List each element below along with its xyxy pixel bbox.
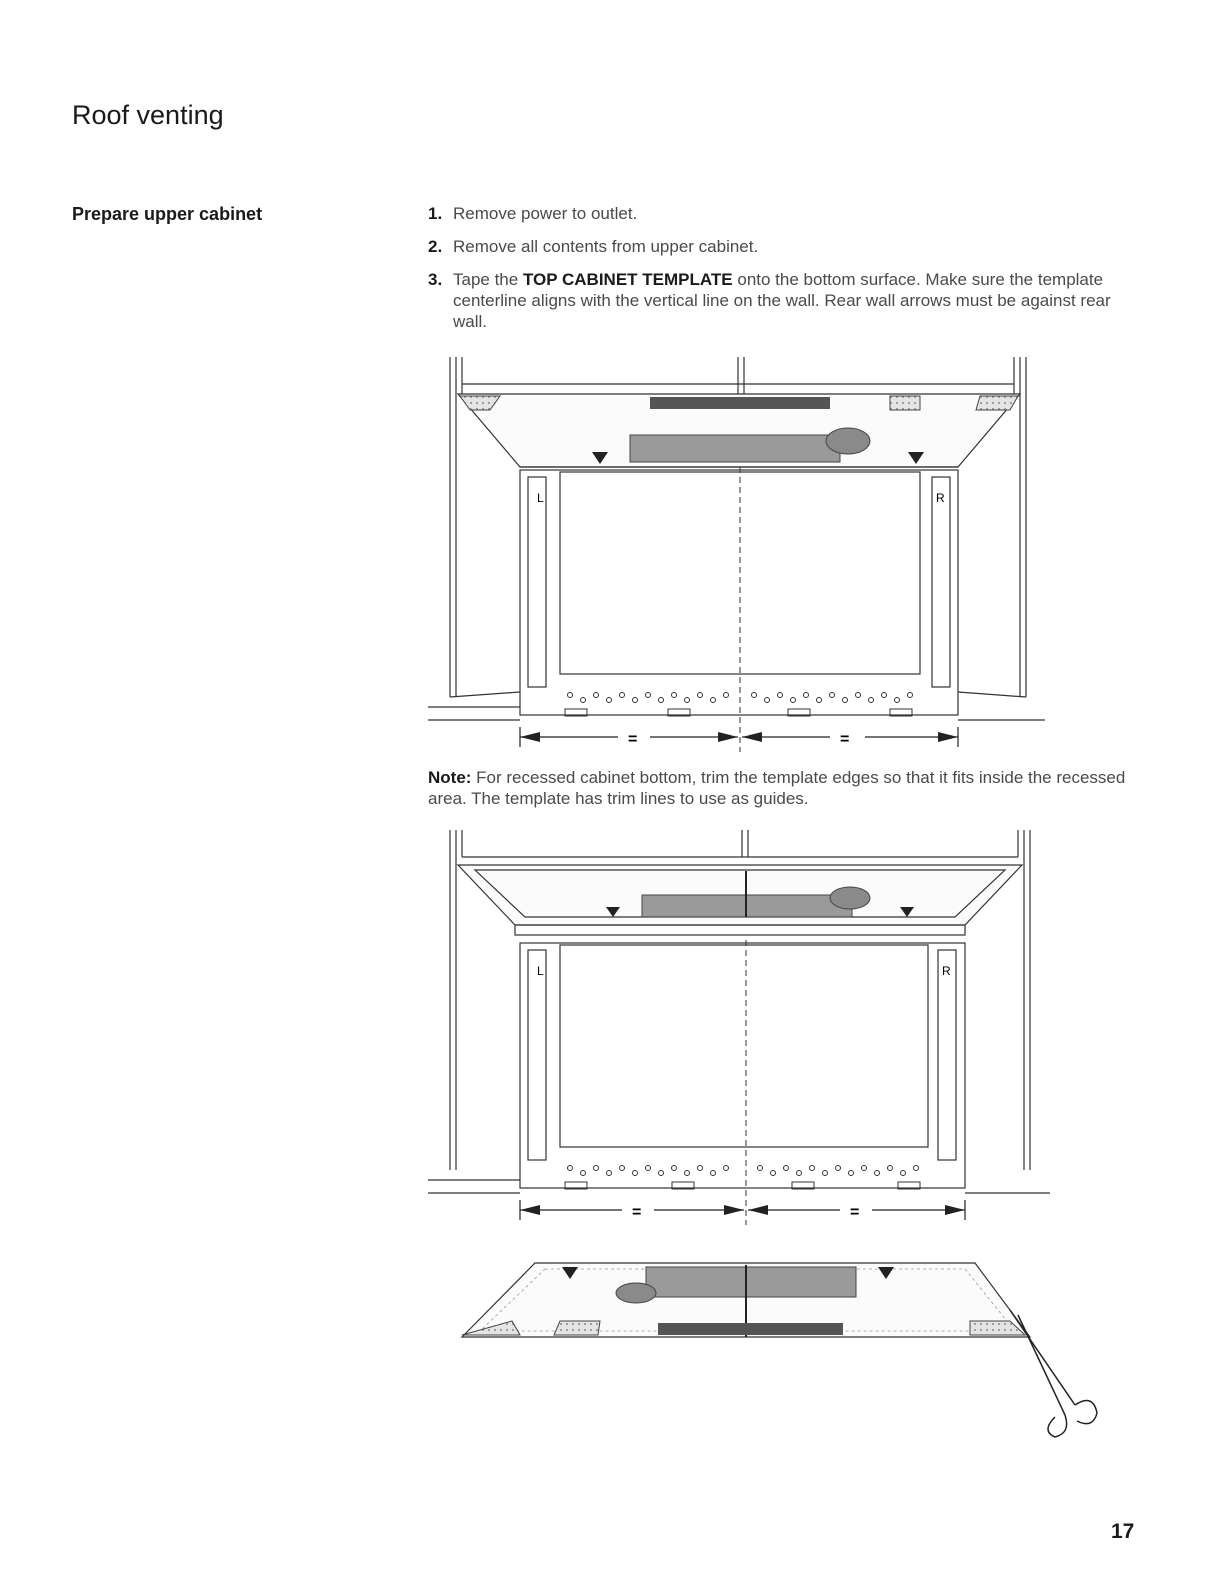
- step-text: Remove power to outlet.: [453, 204, 638, 223]
- right-marker: R: [936, 491, 945, 505]
- page-title: Roof venting: [72, 100, 224, 130]
- step-item: [428, 269, 1148, 332]
- section-heading: Prepare upper cabinet: [72, 204, 263, 224]
- step-number: 1.: [428, 204, 443, 223]
- step-item: [428, 203, 1148, 224]
- equal-mark-left: =: [628, 731, 638, 748]
- step-text-after: onto the bottom surface. Make sure the template centerline aligns with the vertical line on the wall. Rear wall arrows must be against rear wall.: [453, 270, 1111, 331]
- step-number: 3.: [428, 270, 443, 289]
- trim-template-figure: [450, 1255, 1110, 1445]
- template-name: TOP CABINET TEMPLATE: [522, 270, 733, 289]
- recessed-cabinet-figure: [420, 825, 1050, 1225]
- left-marker: L: [537, 491, 544, 505]
- step-text: Remove all contents from upper cabinet.: [453, 237, 759, 256]
- scissors-icon: [1010, 1310, 1097, 1437]
- steps-list: [428, 203, 1148, 344]
- right-marker: R: [942, 964, 951, 978]
- equal-mark-left: =: [632, 1204, 642, 1221]
- step-number: 2.: [428, 237, 443, 256]
- equal-mark-right: =: [840, 731, 850, 748]
- equal-mark-right: =: [850, 1204, 860, 1221]
- left-marker: L: [537, 964, 544, 978]
- cabinet-template-figure: [420, 352, 1050, 752]
- step-item: [428, 236, 1148, 257]
- page-number: 17: [1111, 1520, 1135, 1543]
- note: [428, 767, 1148, 809]
- step-text-before: Tape the: [453, 270, 523, 289]
- note-label: Note:: [428, 768, 472, 787]
- note-text: For recessed cabinet bottom, trim the template edges so that it fits inside the recessed area. The template has trim lines to use as guides.: [428, 768, 1126, 808]
